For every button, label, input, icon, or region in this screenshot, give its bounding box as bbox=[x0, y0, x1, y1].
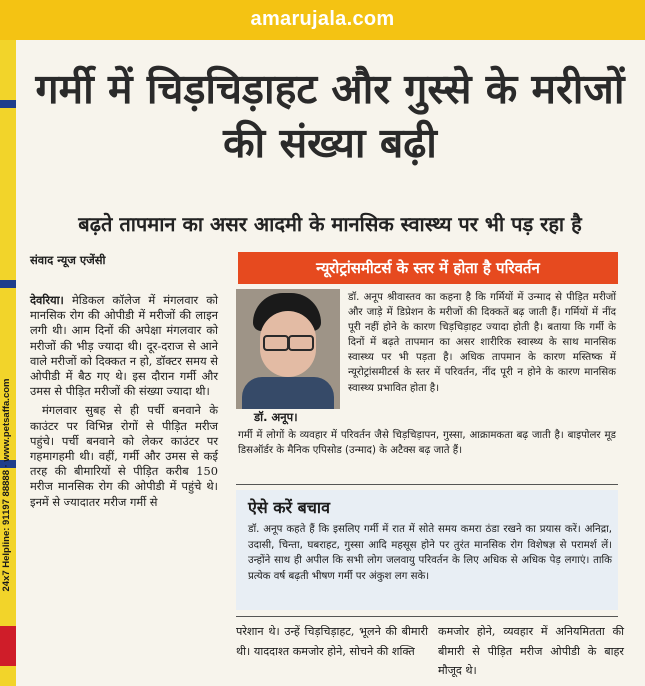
dateline: देवरिया। bbox=[30, 293, 64, 307]
article-paragraph-1: मेडिकल कॉलेज में मंगलवार को मानसिक रोग की ओपीडी में मरीजों की लाइन लगी थी। आम दिनों की अपेक्षा मंगलवार को मरीजों की भीड़ ज्यादा थी। दूर-दराज से आने वाले मरीजों को दिक्कत न हो, डॉक्टर समय से ओपीडी में बैठ गए थे। इस दौरान गर्मी और उमस से पीड़ित मरीजों की संख्या ज्यादा थी। bbox=[30, 293, 218, 399]
article-column-3: कमजोर होने, व्यवहार में अनियमितता की बीमारी से पीड़ित मरीज ओपीडी के बाहर मौजूद थे। bbox=[438, 625, 624, 677]
byline: संवाद न्यूज एजेंसी bbox=[30, 253, 106, 267]
article-paragraph-2: मंगलवार सुबह से ही पर्ची बनवाने के काउंटर पर विभिन्न रोगों से पीड़ित मरीज पहुंचे। पर्ची बनवाने को लेकर काउंटर पर गहमागहमी थी। वहीं, गर्मी और उमस से कई तरह की बीमारियों से पीड़ित करीब 150 मरीज मानसिक रोग की ओपीडी में पहुंचे थे। इनमें से ज्यादातर मरीज गर्मी से bbox=[30, 403, 218, 509]
article-column-2: परेशान थे। उन्हें चिड़चिड़ाहट, भूलने की बीमारी थी। याददाश्त कमजोर होने, सोचने की शक्ति bbox=[236, 625, 428, 658]
box-body-bottom: गर्मी में लोगों के व्यवहार में परिवर्तन जैसे चिड़चिड़ापन, गुस्सा, आक्रामकता बढ़ जाती है। बाइपोलर मूड डिसऑर्डर के मैनिक एपिसोड (उन्माद) के अटैक्स बढ़ जाते हैं। bbox=[238, 430, 616, 457]
strip-mark bbox=[0, 100, 16, 108]
divider bbox=[236, 484, 618, 485]
box-title: न्यूरोट्रांसमीटर्स के स्तर में होता है परिवर्तन bbox=[238, 252, 618, 284]
strip-mark bbox=[0, 280, 16, 288]
box-body-right: डॉ. अनूप श्रीवास्तव का कहना है कि गर्मियों में उन्माद से पीड़ित मरीजों और जाड़े में डिप्रेशन के मरीजों की दिक्कतें बढ़ जाती हैं। गर्मियों में नींद पूरी नहीं होने के कारण चिड़चिड़ाहट ज्यादा होती है। बताया कि गर्मी के दिनों में बढ़ते तापमान का असर शारीरिक स्वास्थ्य के साथ मानसिक स्वास्थ्य पर भी पड़ता है। अधिक तापमान के कारण मस्तिष्क में न्यूरोट्रांसमीटर्स के स्तर में परिवर्तन, नींद पूरी न होने के कारण मानसिक स्वास्थ्य प्रभावित होता है। bbox=[348, 292, 616, 394]
remedy-body: डॉ. अनूप कहते हैं कि इसलिए गर्मी में रात में सोते समय कमरा ठंडा रखने का प्रयास करें। अनिद्रा, उदासी, चिन्ता, घबराहट, गुस्सा आदि महसूस होने पर तुरंत मानसिक रोग विशेषज्ञ से परामर्श लें। उन्होंने साथ ही अपील कि सभी लोग जलवायु परिवर्तन के लिए अधिक से अधिक पेड़ लगाएं। ताकि प्रत्येक वर्ष बढ़ती भीषण गर्मी पर अंकुश लग सके। bbox=[248, 524, 612, 582]
doctor-photo bbox=[236, 289, 340, 409]
remedy-title: ऐसे करें बचाव bbox=[248, 498, 330, 517]
photo-caption: डॉ. अनूप। bbox=[254, 410, 298, 424]
headline: गर्मी में चिड़चिड़ाहट और गुस्से के मरीजों की संख्या बढ़ी bbox=[35, 65, 625, 167]
divider bbox=[236, 616, 618, 617]
side-ad-text: 24x7 Helpline: 91197 88888 · www.petsaffa.com bbox=[1, 378, 12, 592]
subheadline: बढ़ते तापमान का असर आदमी के मानसिक स्वास्थ्य पर भी पड़ रहा है bbox=[78, 212, 582, 236]
strip-red-block bbox=[0, 626, 16, 666]
site-name[interactable]: amarujala.com bbox=[250, 8, 395, 30]
article-column-1 bbox=[30, 293, 218, 510]
top-banner bbox=[0, 0, 645, 40]
